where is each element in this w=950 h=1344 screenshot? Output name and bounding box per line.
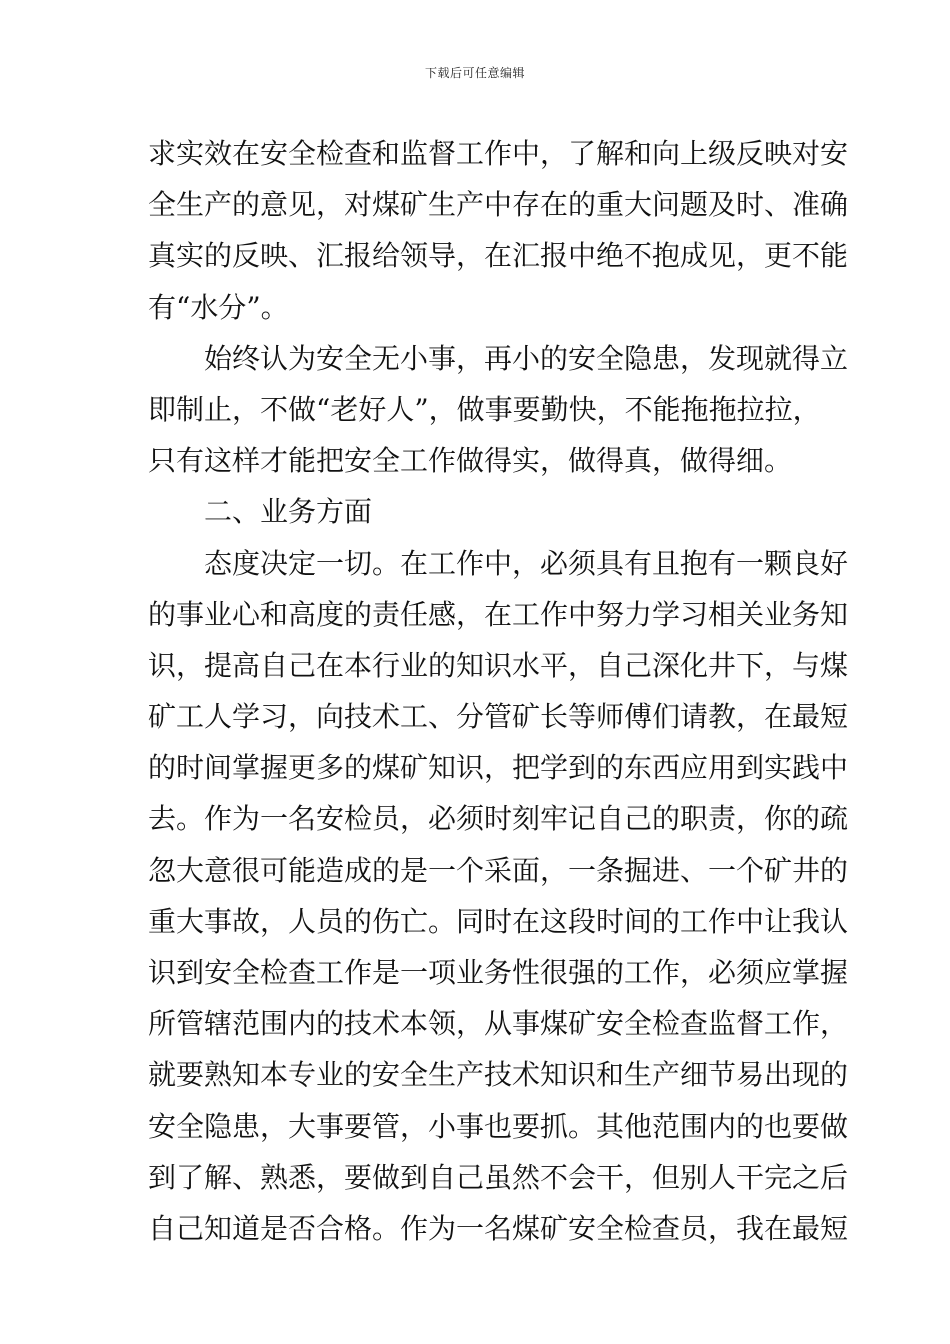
body-text xyxy=(148,128,849,1254)
text-line: 识到安全检查工作是一项业务性很强的工作，必须应掌握 xyxy=(148,956,849,989)
text-line: 就要熟知本专业的安全生产技术知识和生产细节易出现的 xyxy=(148,1058,849,1092)
text-line: 全生产的意见，对煤矿生产中存在的重大问题及时、准确 xyxy=(148,188,849,222)
text-line: 即制止，不做“老好人”，做事要勤快，不能拖拖拉拉， xyxy=(148,392,821,426)
text-line: 二、业务方面 xyxy=(204,495,373,529)
text-line: 态度决定一切。在工作中，必须具有且抱有一颗良好 xyxy=(204,546,849,580)
text-line: 矿工人学习，向技术工、分管矿长等师傅们请教，在最短 xyxy=(148,700,849,734)
text-line: 自己知道是否合格。作为一名煤矿安全检查员，我在最短 xyxy=(148,1211,849,1245)
text-line: 求实效在安全检查和监督工作中，了解和向上级反映对安 xyxy=(148,137,849,170)
text-line: 真实的反映、汇报给领导，在汇报中绝不抱成见，更不能 xyxy=(148,239,849,273)
text-line: 始终认为安全无小事，再小的安全隐患，发现就得立 xyxy=(204,341,849,375)
text-line: 的时间掌握更多的煤矿知识，把学到的东西应用到实践中 xyxy=(148,751,849,785)
page-header: 下载后可任意编辑 xyxy=(424,66,525,80)
text-line: 所管辖范围内的技术本领，从事煤矿安全检查监督工作， xyxy=(148,1007,849,1041)
text-line: 忽大意很可能造成的是一个采面，一条掘进、一个矿井的 xyxy=(148,853,849,887)
text-line: 只有这样才能把安全工作做得实，做得真，做得细。 xyxy=(148,444,793,478)
text-line: 安全隐患，大事要管，小事也要抓。其他范围内的也要做 xyxy=(148,1109,849,1143)
text-line: 有“水分”。 xyxy=(148,290,289,324)
text-line: 到了解、熟悉，要做到自己虽然不会干，但别人干完之后 xyxy=(148,1160,849,1194)
text-line: 识，提高自己在本行业的知识水平，自己深化井下，与煤 xyxy=(148,648,849,682)
text-line: 的事业心和高度的责任感，在工作中努力学习相关业务知 xyxy=(148,597,849,631)
text-line: 去。作为一名安检员，必须时刻牢记自己的职责，你的疏 xyxy=(148,802,849,836)
text-line: 重大事故，人员的伤亡。同时在这段时间的工作中让我认 xyxy=(148,904,849,938)
